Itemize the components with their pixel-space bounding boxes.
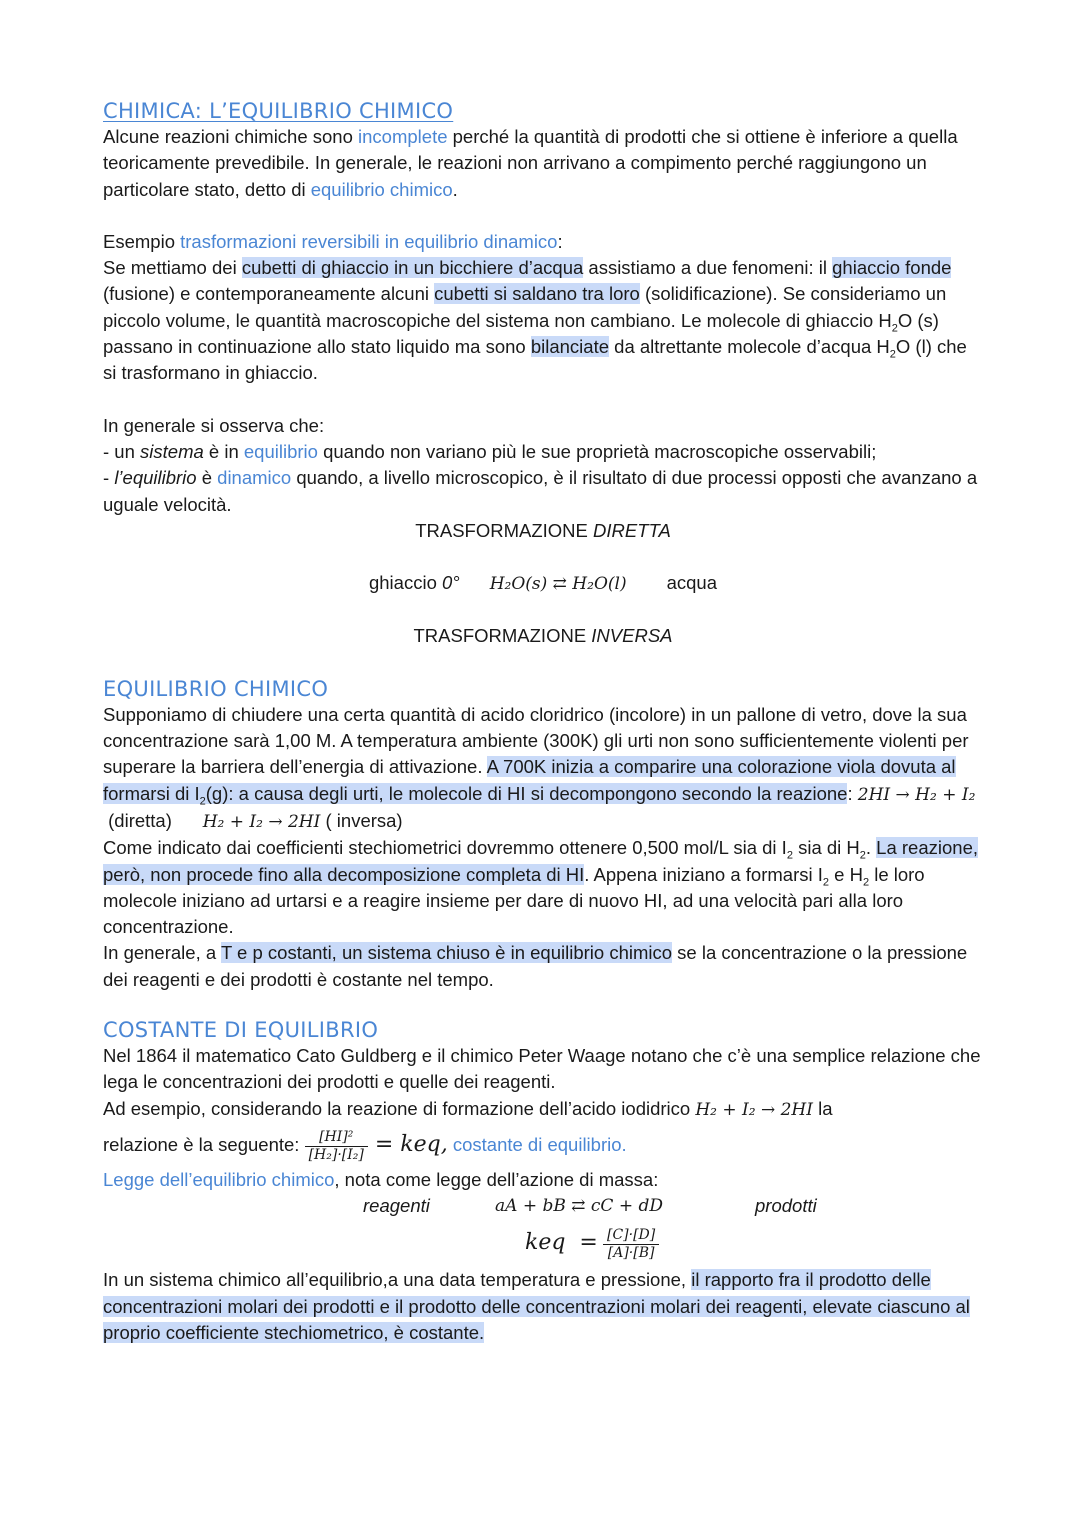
keyword-incomplete: incomplete [358,126,448,147]
text: . Appena iniziano a formarsi I [584,863,823,885]
text: Alcune reazioni chimiche sono [103,126,359,147]
text: assistiamo a due fenomeni: il [583,257,833,279]
keyword-constant: costante di equilibrio. [447,1133,627,1155]
text: è [196,467,218,489]
text: relazione è la seguente: [103,1133,305,1155]
example-paragraph [103,255,983,386]
text: perché la quantità di prodotti che si ottiene è inferiore a quella teoricamente prevedibile. In generale, le reazioni non arrivano a compimento perché raggiungono un particolare stato, detto di [103,126,958,200]
equilibrium-paragraph [103,702,983,993]
text: TRASFORMAZIONE [415,519,594,541]
transform-equation-row [103,570,983,597]
equation-inverse: H₂ + I₂ → 2HI [202,811,321,832]
subscript: 2 [786,849,793,862]
text: Supponiamo di chiudere una certa quantità di acido cloridrico (incolore) in un pallone di vetro, dove la sua concentrazione sarà 1,00 M. A temperatura ambiente (300K) gli urti non sono sufficientemente violenti per superare la barriera dell’energia di attivazione. [103,703,969,778]
fraction-denominator: [H₂]·[I₂] [308,1146,364,1163]
text: O (s) passano in continuazione allo stato liquido ma sono [103,309,939,358]
general-equation: aA + bB ⇄ cC + dD [495,1196,663,1217]
subscript: 2 [862,876,870,889]
keyword-equilibrium: equilibrio chimico [310,178,453,200]
fraction-denominator: [A]·[B] [607,1244,655,1261]
text: Esempio [103,230,181,252]
highlight: ghiaccio fonde [832,257,952,279]
text: le loro molecole iniziano ad urtarsi e a reagire insieme per dare di nuovo HI, ad una velocità pari alla loro concentrazione. [103,863,925,938]
text: TRASFORMAZIONE [413,625,592,647]
reagents-label: reagenti [363,1195,430,1217]
text: ghiaccio [368,572,442,594]
text: l’equilibrio [114,467,197,489]
text: è in [203,440,244,462]
fraction-numerator: [C]·[D] [603,1227,659,1245]
products-label: prodotti [755,1195,817,1217]
highlight: il rapporto fra il prodotto delle concentrazioni molari dei prodotti e il prodotto delle concentrazioni molari dei reagenti, elevate ciascuno al proprio coefficiente stechiometrico, è costante. [103,1269,970,1343]
text: A 700K inizia a comparire una colorazione viola dovuta al formarsi di I [103,756,956,804]
highlight: cubetti si saldano tra loro [434,283,640,305]
text: Nel 1864 il matematico Cato Guldberg e il chimico Peter Waage notano che c’è una semplice relazione che lega le concentrazioni dei prodotti e quelle dei reagenti. [103,1045,981,1093]
text: 0° [442,572,460,594]
text: - [103,467,115,489]
text: sia di H [792,837,860,859]
text: e H [829,863,863,885]
text: : [847,782,858,804]
text: Come indicato dai coefficienti stechiometrici dovremmo ottenere 0,500 mol/L sia di I [103,837,787,859]
text: se la concentrazione o la pressione dei reagenti e dei prodotti è costante nel tempo. [103,942,968,990]
text: quando, a livello microscopico, è il risultato di due processi opposti che avanzano a uguale velocità. [103,467,978,515]
fraction-hi [305,1129,368,1164]
conclusion-paragraph [103,1267,983,1346]
keyword: dinamico [217,467,292,489]
text: quando non variano più le sue proprietà macroscopiche osservabili; [317,440,877,462]
page-title: CHIMICA: L’EQUILIBRIO CHIMICO [103,99,454,123]
general-item-dynamic [103,465,983,518]
equation-formation: H₂ + I₂ → 2HI [695,1099,813,1120]
text: la [812,1097,833,1119]
keq-formula: keq = [525,1230,598,1256]
document-page [103,98,983,1346]
text: - un [103,440,141,462]
keyword-reversible: trasformazioni reversibili in equilibrio dinamico [180,230,558,252]
intro-paragraph [103,124,983,203]
text: (solidificazione). Se consideriamo un piccolo volume, le quantità macroscopiche del sistema non cambiano. Le molecole di ghiaccio H [103,283,947,331]
subscript: 2 [859,849,866,862]
subscript: 2 [889,348,896,361]
text: In generale, a [103,942,221,964]
text: Ad esempio, considerando la reazione di formazione dell’acido iodidrico [103,1097,696,1119]
text: . [865,837,877,859]
keyword-law: Legge dell’equilibrio chimico [103,1168,335,1190]
section-heading-equilibrium: EQUILIBRIO CHIMICO [103,676,329,701]
general-lead: In generale si osserva che: [103,414,325,436]
text: sistema [140,440,204,462]
fraction-numerator: [HI]² [305,1129,368,1147]
equation-direct: 2HI → H₂ + I₂ [857,784,976,805]
highlight: La reazione, però, non procede fino alla decomposizione completa di HI [103,837,978,885]
text: O (l) che si trasformano in ghiaccio. [103,336,967,384]
text: In un sistema chimico all’equilibrio,a una data temperatura e pressione, [103,1269,692,1291]
highlight: T e p costanti, un sistema chiuso è in equilibrio chimico [220,942,673,964]
section-heading-constant: COSTANTE DI EQUILIBRIO [103,1018,379,1043]
text: DIRETTA [593,519,671,541]
keyword: equilibrio [243,440,318,462]
text: (fusione) e contemporaneamente alcuni [103,283,435,305]
fraction-general [603,1227,659,1262]
subscript: 2 [891,322,898,335]
law-line [103,1167,983,1193]
text: , nota come legge dell’azione di massa: [334,1168,659,1190]
text: : [557,230,563,252]
transform-direct [103,518,983,544]
subscript: 2 [199,795,206,808]
text: Se mettiamo dei [103,257,242,279]
keq-symbol: = keq, [367,1131,448,1157]
text: acqua [666,572,717,594]
text: ( inversa) [320,809,403,831]
text: da altrettante molecole d’acqua H [609,336,890,358]
general-item-system [103,439,983,465]
constant-paragraph [103,1043,983,1123]
transform-inverse [103,623,983,649]
keq-formula-row [103,1219,983,1267]
keq-relation-row [103,1123,983,1167]
subscript: 2 [822,876,829,889]
text: INVERSA [591,625,673,647]
highlight: bilanciate [530,336,610,358]
general-reaction-row [103,1193,983,1219]
text: . [452,178,458,200]
text: (g): a causa degli urti, le molecole di HI si decompongono secondo la reazione [205,782,848,804]
example-lead [103,229,983,255]
text: (diretta) [103,809,203,831]
highlight: cubetti di ghiaccio in un bicchiere d’acqua [241,257,584,279]
water-equation: H₂O(s) ⇄ H₂O(l) [489,574,627,595]
